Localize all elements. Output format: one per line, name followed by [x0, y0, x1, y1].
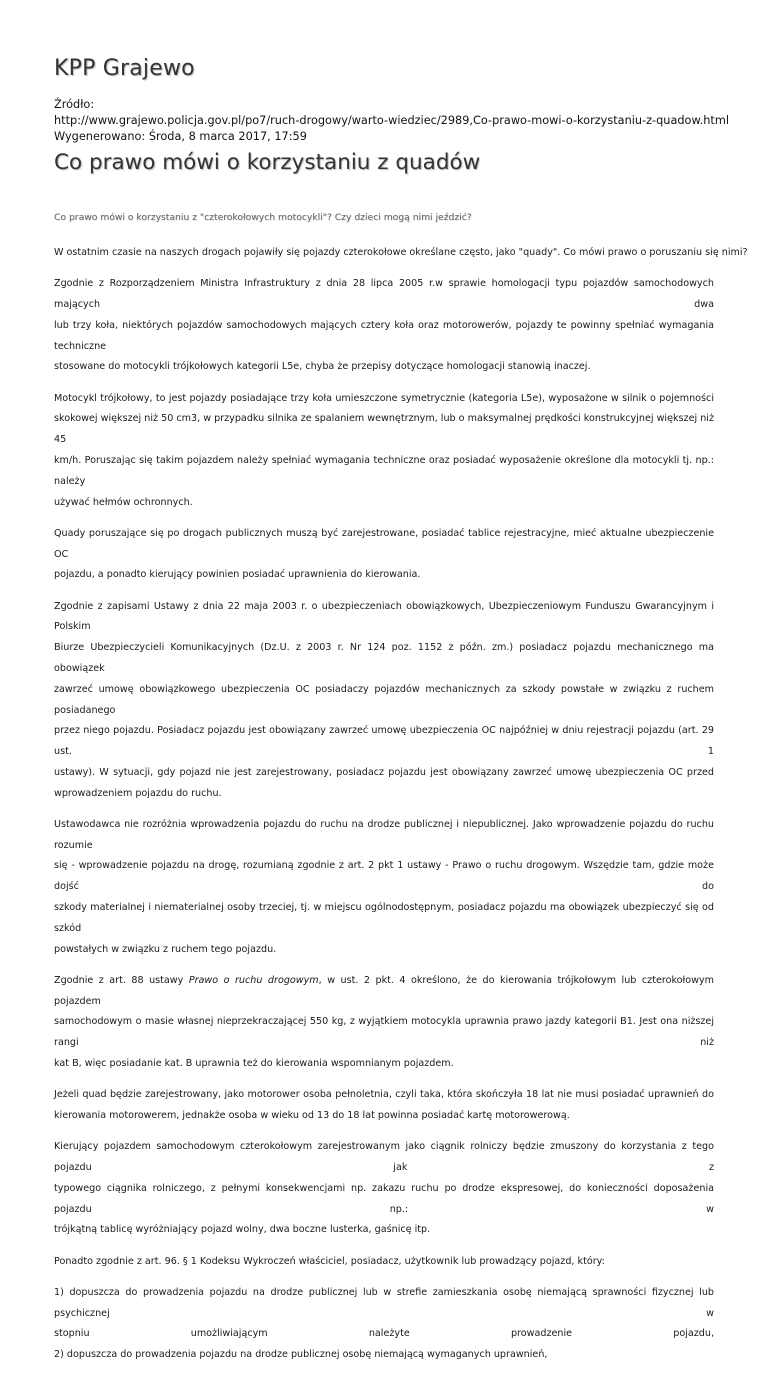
paragraph-line: się - wprowadzenie pojazdu na drogę, rozumianą zgodnie z art. 2 pkt 1 ustawy - Prawo o ruchu drogowym. Wszędzie tam, gdzie może dojść do	[54, 860, 714, 893]
article-paragraph	[54, 815, 714, 961]
paragraph-line: używać hełmów ochronnych.	[54, 496, 193, 508]
paragraph-line: Jeżeli quad będzie zarejestrowany, jako motorower osoba pełnoletnia, czyli taka, która skończyła 18 lat nie musi posiadać uprawnień do	[54, 1089, 714, 1101]
article-paragraph	[54, 274, 714, 378]
paragraph-line: W ostatnim czasie na naszych drogach pojawiły się pojazdy czterokołowe określane często, jako "quady". Co mówi prawo o poruszaniu się nimi?	[54, 247, 748, 258]
paragraph-line: kat B, więc posiadanie kat. B uprawnia też do kierowania wspomnianym pojazdem.	[54, 1058, 454, 1070]
italic-text: Prawo o ruchu drogowym	[188, 974, 319, 986]
paragraph-line: szkody materialnej i niematerialnej osoby trzeciej, tj. w miejscu ogólnodostępnym, posiadacz pojazdu ma obowiązek ubezpieczyć się od szkód	[54, 902, 714, 934]
article-paragraph	[54, 971, 714, 1075]
paragraph-line: km/h. Poruszając się takim pojazdem należy spełniać wymagania techniczne oraz posiadać wyposażenie określone dla motocykli tj. np.: należy	[54, 454, 714, 487]
generated-date: Wygenerowano: Środa, 8 marca 2017, 17:59	[54, 130, 307, 143]
article-title: Co prawo mówi o korzystaniu z quadów	[54, 150, 481, 175]
article-lead: Co prawo mówi o korzystaniu z "czterokołowych motocykli"? Czy dzieci mogą nimi jeździć?	[54, 212, 472, 223]
source-label: Źródło:	[54, 98, 95, 111]
paragraph-line: trójkątną tablicę wyróżniający pojazd wolny, dwa boczne lusterka, gaśnicę itp.	[54, 1224, 431, 1236]
paragraph-line: typowego ciągnika rolniczego, z pełnymi konsekwencjami np. zakazu ruchu po drodze ekspresowej, do konieczności doposażenia pojazdu np.: w	[54, 1182, 714, 1215]
article-paragraph	[54, 389, 714, 514]
paragraph-line: stosowane do motocykli trójkołowych kategorii L5e, chyba że przepisy dotyczące homologacji stanowią inaczej.	[54, 361, 591, 373]
paragraph-line: kierowania motorowerem, jednakże osoba w wieku od 13 do 18 lat powinna posiadać kartę motorowerową.	[54, 1110, 570, 1122]
paragraph-line: przez niego pojazdu. Posiadacz pojazdu jest obowiązany zawrzeć umowę ubezpieczenia OC najpóźniej w dniu rejestracji pojazdu (art. 29 ust. 1	[54, 725, 714, 758]
paragraph-line: Biurze Ubezpieczycieli Komunikacyjnych (Dz.U. z 2003 r. Nr 124 poz. 1152 z późn. zm.) posiadacz pojazdu mechanicznego ma obowiązek	[54, 642, 714, 674]
paragraph-line: Zgodnie z art. 88 ustawy Prawo o ruchu drogowym, w ust. 2 pkt. 4 określono, że do kierowania trójkołowym lub czterokołowym pojazdem	[54, 974, 715, 1007]
article-paragraph	[54, 1283, 714, 1366]
article-paragraph	[54, 597, 714, 805]
paragraph-line: lub trzy koła, niektórych pojazdów samochodowych mających cztery koła oraz motorowerów, pojazdy te powinny spełniać wymagania techniczne	[54, 319, 714, 352]
paragraph-line: Zgodnie z zapisami Ustawy z dnia 22 maja 2003 r. o ubezpieczeniach obowiązkowych, Ubezpieczeniowym Funduszu Gwarancyjnym i Polskim	[54, 600, 714, 633]
article-paragraph	[54, 1252, 714, 1273]
paragraph-line: samochodowym o masie własnej nieprzekraczającej 550 kg, z wyjątkiem motocykla uprawnia prawo jazdy kategorii B1. Jest ona niższej rangi niż	[54, 1016, 714, 1049]
paragraph-line: 2) dopuszcza do prowadzenia pojazdu na drodze publicznej osobę niemającą wymaganych uprawnień,	[54, 1349, 548, 1361]
paragraph-line: ustawy). W sytuacji, gdy pojazd nie jest zarejestrowany, posiadacz pojazdu jest obowiązany zawrzeć umowę ubezpieczenia OC przed	[54, 766, 714, 778]
paragraph-line: stopniu umożliwiającym należyte prowadzenie pojazdu,	[54, 1328, 714, 1340]
paragraph-line: Motocykl trójkołowy, to jest pojazdy posiadające trzy koła umieszczone symetrycznie (kategoria L5e), wyposażone w silnik o pojemności	[54, 392, 714, 404]
paragraph-line: Ponadto zgodnie z art. 96. § 1 Kodeksu Wykroczeń właściciel, posiadacz, użytkownik lub prowadzący pojazd, który:	[54, 1255, 605, 1267]
paragraph-line: zawrzeć umowę obowiązkowego ubezpieczenia OC posiadaczy pojazdów mechanicznych za szkody powstałe w związku z ruchem posiadanego	[54, 683, 714, 716]
article-paragraph	[54, 524, 714, 586]
article-body	[54, 243, 748, 1376]
paragraph-line: skokowej większej niż 50 cm3, w przypadku silnika ze spalaniem wewnętrznym, lub o maksymalnej prędkości konstrukcyjnej większej niż 45	[54, 413, 714, 446]
paragraph-line: Quady poruszające się po drogach publicznych muszą być zarejestrowane, posiadać tablice rejestracyjne, mieć aktualne ubezpieczenie OC	[54, 527, 714, 560]
source-url: http://www.grajewo.policja.gov.pl/po7/ruch-drogowy/warto-wiedziec/2989,Co-prawo-mowi-o-korzystaniu-z-quadow.html	[54, 114, 729, 127]
paragraph-line: wprowadzeniem pojazdu do ruchu.	[54, 787, 222, 799]
document-meta	[54, 97, 729, 145]
article-paragraph	[54, 243, 748, 264]
site-title: KPP Grajewo	[54, 56, 195, 81]
article-paragraph	[54, 1137, 714, 1241]
paragraph-line: Ustawodawca nie rozróżnia wprowadzenia pojazdu do ruchu na drodze publicznej i niepublicznej. Jako wprowadzenie pojazdu do ruchu rozumie	[54, 818, 714, 851]
paragraph-line: pojazdu, a ponadto kierujący powinien posiadać uprawnienia do kierowania.	[54, 569, 421, 581]
paragraph-line: Kierujący pojazdem samochodowym czterokołowym zarejestrowanym jako ciągnik rolniczy będzie zmuszony do korzystania z tego pojazdu jak z	[54, 1141, 714, 1173]
paragraph-line: Zgodnie z Rozporządzeniem Ministra Infrastruktury z dnia 28 lipca 2005 r.w sprawie homologacji typu pojazdów samochodowych mających dwa	[54, 278, 714, 310]
paragraph-line: powstałych w związku z ruchem tego pojazdu.	[54, 943, 277, 955]
paragraph-line: 1) dopuszcza do prowadzenia pojazdu na drodze publicznej lub w strefie zamieszkania osobę niemającą sprawności fizycznej lub psychicznej w	[54, 1286, 714, 1319]
article-paragraph	[54, 1085, 714, 1127]
